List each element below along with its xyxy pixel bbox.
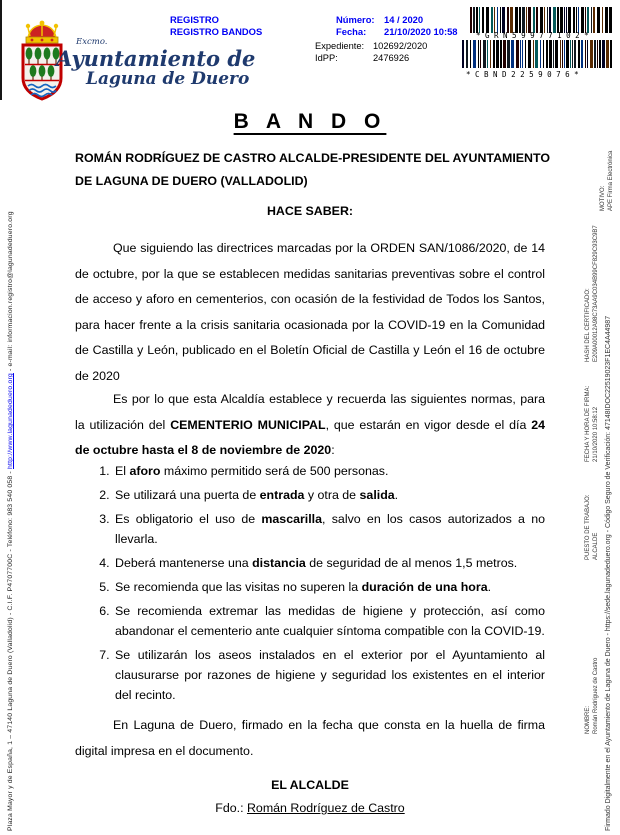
signature-motive-block — [600, 151, 615, 211]
registry-stamp — [170, 14, 262, 37]
signer-name-block — [585, 658, 600, 734]
certificate-hash-value: E209A00012A98C73AA9C034B99CF829C93C9B7 — [592, 225, 599, 362]
signer-position-block — [585, 495, 600, 560]
document-title: B A N D O — [233, 110, 387, 133]
rules-list — [75, 461, 545, 709]
hace-saber-heading: HACE SABER: — [266, 204, 354, 218]
barcode-top-caption: *GRN59977102* — [476, 31, 594, 40]
idpp-value: 2476926 — [373, 52, 410, 63]
registry-number-date — [336, 14, 458, 37]
issuer-heading: ROMÁN RODRÍGUEZ DE CASTRO ALCALDE-PRESIDENTE DEL AYUNTAMIENTO DE LAGUNA DE DUERO (VALLADOLID) — [75, 151, 550, 188]
logo-name-line1: Ayuntamiento de — [56, 45, 256, 71]
paragraph-order-san: Que siguiendo las directrices marcadas por la ORDEN SAN/1086/2020, de 14 de octubre, por la que se establecen medidas sanitarias preventivas sobre el control de acceso y aforo en cementerios, con ocasión de la festividad de Todos los Santos, para hacer frente a la crisis sanitaria ocasionada por la COVID-19 en la Comunidad de Castilla y León, publicado en el Boletín Oficial de Castilla y León el 16 de octubre de 2020 — [75, 241, 545, 383]
signature-datetime-block — [585, 386, 600, 462]
numero-label: Número: — [336, 14, 375, 25]
numero-value: 14 / 2020 — [384, 14, 424, 25]
signer-name-value: Román Rodríguez de Castro — [592, 657, 599, 734]
list-item-distancia: 4. Deberá mantenerse una distancia de seguridad de al menos 1,5 metros. — [113, 553, 545, 573]
certificate-hash-block — [585, 225, 600, 362]
signature-datetime-label: FECHA Y HORA DE FIRMA: — [585, 385, 591, 462]
registry-line1: REGISTRO — [170, 14, 219, 25]
fecha-label: Fecha: — [336, 25, 367, 37]
signer-position-label: PUESTO DE TRABAJO: — [585, 494, 591, 560]
logo-name-line2: Laguna de Duero — [86, 68, 250, 89]
signature-role: EL ALCALDE — [271, 778, 349, 792]
certificate-hash-label: HASH DEL CERTIFICADO: — [585, 288, 591, 362]
municipality-logo-text — [56, 38, 255, 88]
signature-datetime-value: 21/10/2020 10:58:12 — [592, 406, 599, 462]
signature-fdo-line: Fdo.: Román Rodríguez de Castro — [215, 801, 405, 815]
list-item-duracion: 5. Se recomienda que las visitas no superen la duración de una hora. — [113, 577, 545, 597]
expediente-value: 102692/2020 — [373, 41, 428, 51]
registry-line2: REGISTRO BANDOS — [170, 25, 263, 37]
barcode-bottom-caption: *CBND2259076* — [466, 70, 584, 79]
expediente-label: Expediente: — [315, 41, 365, 51]
scan-edge-artifact — [0, 0, 2, 100]
signer-position-value: ALCALDE — [592, 532, 599, 560]
signature-motive-value: APE Firma Electrónica — [607, 150, 614, 211]
left-margin-address: Plaza Mayor y de España, 1 – 47140 Laguna de Duero (Valladolid) - C.I.F. P4707700C - Teléfono: 983 540 058 - http://www.lagunadeduero.org - e-mail: informacion.registro@lagunadeduero.org — [7, 211, 14, 831]
signature-motive-label: MOTIVO: — [600, 185, 606, 211]
list-item-higiene: 6. Se recomienda extremar las medidas de higiene y protección, así como abandonar el cementerio ante cualquier síntoma compatible con la COVID-19. — [113, 601, 545, 641]
digital-signature-footer: Firmado Digitalmente en el Ayuntamiento de Laguna de Duero - https://sede.lagunadeduero.org - Código Seguro de Verificación: 47148IDOC22519023F1EC4A44987 — [605, 315, 612, 831]
list-item-puertas: 2. Se utilizará una puerta de entrada y otra de salida. — [113, 485, 545, 505]
barcode-bottom — [462, 40, 612, 68]
list-item-aseos: 7. Se utilizarán los aseos instalados en el exterior por el Ayuntamiento al clausurarse por razones de higiene y seguridad los existentes en el interior del recinto. — [113, 645, 545, 705]
paragraph-norms-intro: Es por lo que esta Alcaldía establece y recuerda las siguientes normas, para la utilización del CEMENTERIO MUNICIPAL, que estarán en vigor desde el día 24 de octubre hasta el 8 de noviembre de 2020: — [75, 392, 545, 457]
fecha-value: 21/10/2020 10:58 — [384, 25, 458, 37]
idpp-label: IdPP: — [315, 52, 338, 63]
list-item-mascarilla: 3. Es obligatorio el uso de mascarilla, salvo en los casos autorizados a no llevarla. — [113, 509, 545, 549]
margin-url-link[interactable]: http://www.lagunadeduero.org — [7, 373, 14, 469]
barcode-top — [470, 7, 612, 33]
signer-name-label: NOMBRE: — [585, 705, 591, 734]
logo-excmo: Excmo. — [76, 37, 108, 47]
closing-paragraph: En Laguna de Duero, firmado en la fecha que consta en la huella de firma digital impresa en el documento. — [75, 718, 545, 758]
list-item-aforo: 1. El aforo máximo permitido será de 500 personas. — [113, 461, 545, 481]
expediente-block — [315, 41, 427, 64]
